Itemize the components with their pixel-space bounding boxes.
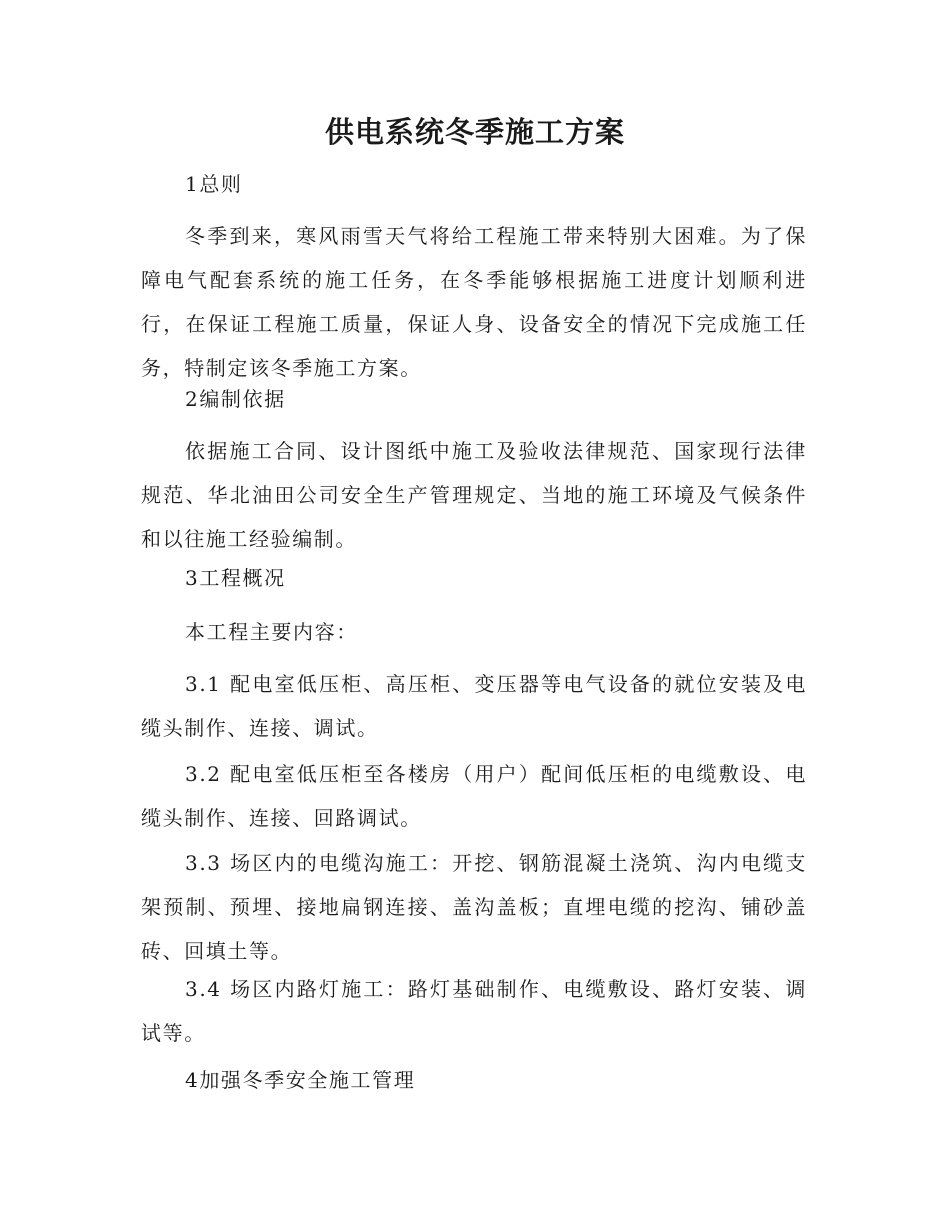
paragraph: 3.3 场区内的电缆沟施工：开挖、钢筋混凝土浇筑、沟内电缆支架预制、预埋、接地扁钢连接、盖沟盖板；直埋电缆的挖沟、铺砂盖砖、回填土等。: [141, 851, 807, 963]
section-heading: 4加强冬季安全施工管理: [185, 1068, 416, 1092]
paragraph: 本工程主要内容：: [185, 620, 358, 644]
paragraph: 冬季到来，寒风雨雪天气将给工程施工带来特别大困难。为了保障电气配套系统的施工任务，在冬季能够根据施工进度计划顺利进行，在保证工程施工质量，保证人身、设备安全的情况下完成施工任务，特制定该冬季施工方案。: [141, 224, 807, 380]
paragraph: 3.1 配电室低压柜、高压柜、变压器等电气设备的就位安装及电缆头制作、连接、调试。: [141, 672, 807, 740]
paragraph: 依据施工合同、设计图纸中施工及验收法律规范、国家现行法律规范、华北油田公司安全生产管理规定、当地的施工环境及气候条件和以往施工经验编制。: [141, 439, 807, 551]
document-title: 供电系统冬季施工方案: [324, 115, 625, 149]
section-heading: 3工程概况: [185, 566, 286, 590]
section-heading: 2编制依据: [185, 387, 286, 411]
paragraph: 3.4 场区内路灯施工：路灯基础制作、电缆敷设、路灯安装、调试等。: [141, 977, 807, 1045]
section-heading: 1总则: [185, 172, 243, 196]
paragraph: 3.2 配电室低压柜至各楼房（用户）配间低压柜的电缆敷设、电缆头制作、连接、回路调试。: [141, 762, 807, 830]
